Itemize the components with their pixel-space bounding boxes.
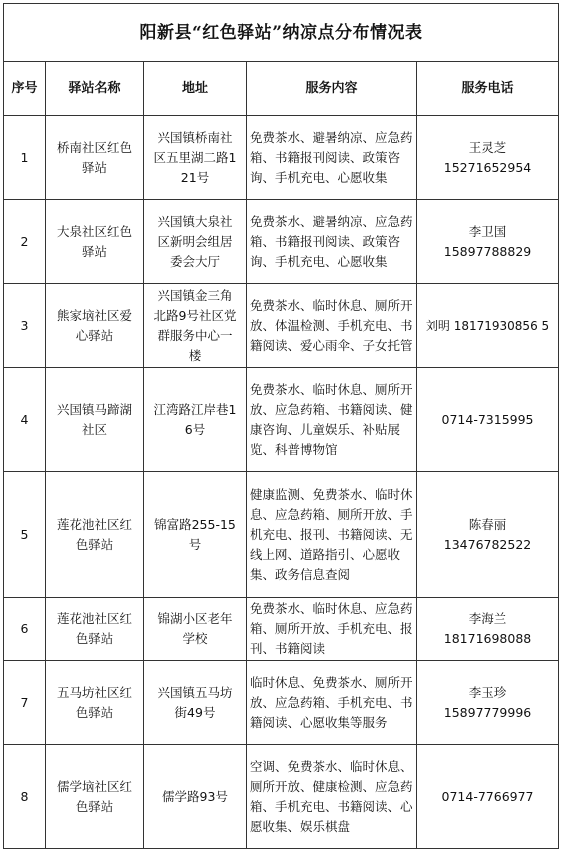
- row-services: 免费茶水、避暑纳凉、应急药箱、书籍报刊阅读、政策咨询、手机充电、心愿收集: [247, 200, 417, 284]
- contact-name: 李海兰: [468, 611, 507, 626]
- row-services: 免费茶水、临时休息、厕所开放、应急药箱、书籍阅读、健康咨询、儿童娱乐、补贴展览、科普博物馆: [247, 368, 417, 472]
- phone-number: 0714-7315995: [441, 411, 534, 427]
- row-seq: 1: [4, 116, 46, 200]
- row-services: 免费茶水、临时休息、厕所开放、体温检测、手机充电、书籍阅读、爱心雨伞、子女托管: [247, 284, 417, 368]
- phone-number: 13476782522: [443, 536, 532, 552]
- table-row: [4, 200, 559, 284]
- row-services: 空调、免费茶水、临时休息、厕所开放、健康检测、应急药箱、手机充电、书籍阅读、心愿收集、娱乐棋盘: [247, 745, 417, 849]
- row-name: 莲花池社区红色驿站: [46, 598, 144, 661]
- table-title: 阳新县“红色驿站”纳凉点分布情况表: [4, 4, 559, 62]
- row-seq: 8: [4, 745, 46, 849]
- row-address: 江湾路江岸巷16号: [144, 368, 247, 472]
- phone-number: 18171930856 5: [453, 318, 550, 333]
- row-address: 锦富路255-15号: [144, 472, 247, 598]
- header-row: [4, 62, 559, 116]
- row-seq: 4: [4, 368, 46, 472]
- row-seq: 6: [4, 598, 46, 661]
- header-seq: 序号: [4, 62, 46, 116]
- row-name: 熊家垴社区爱心驿站: [46, 284, 144, 368]
- row-services: 免费茶水、临时休息、应急药箱、厕所开放、手机充电、报刊、书籍阅读: [247, 598, 417, 661]
- row-phone: [417, 284, 559, 368]
- row-name: 桥南社区红色驿站: [46, 116, 144, 200]
- title-row: [4, 4, 559, 62]
- row-seq: 5: [4, 472, 46, 598]
- row-phone: [417, 200, 559, 284]
- phone-number: 15897788829: [443, 243, 532, 259]
- row-phone: [417, 661, 559, 745]
- row-seq: 3: [4, 284, 46, 368]
- row-services: 健康监测、免费茶水、临时休息、应急药箱、厕所开放、手机充电、报刊、书籍阅读、无线上网、道路指引、心愿收集、政务信息查阅: [247, 472, 417, 598]
- phone-number: 0714-7766977: [441, 788, 534, 804]
- header-services: 服务内容: [247, 62, 417, 116]
- contact-name: 王灵芝: [468, 139, 507, 155]
- table-row: [4, 368, 559, 472]
- row-seq: 2: [4, 200, 46, 284]
- table-row: [4, 116, 559, 200]
- row-phone: [417, 368, 559, 472]
- row-phone: [417, 116, 559, 200]
- table-row: [4, 661, 559, 745]
- table-row: [4, 284, 559, 368]
- row-phone: [417, 598, 559, 661]
- table-row: [4, 598, 559, 661]
- row-name: 五马坊社区红色驿站: [46, 661, 144, 745]
- row-address: 锦湖小区老年学校: [144, 598, 247, 661]
- table-row: [4, 745, 559, 849]
- phone-number: 15271652954: [443, 159, 532, 175]
- row-name: 大泉社区红色驿站: [46, 200, 144, 284]
- contact-name: 陈春丽: [468, 516, 507, 532]
- row-services: 免费茶水、避暑纳凉、应急药箱、书籍报刊阅读、政策咨询、手机充电、心愿收集: [247, 116, 417, 200]
- row-phone: [417, 745, 559, 849]
- phone-number: 18171698088: [443, 631, 532, 646]
- contact-name: 刘明: [425, 318, 450, 333]
- phone-number: 15897779996: [443, 704, 532, 720]
- row-seq: 7: [4, 661, 46, 745]
- row-address: 兴国镇金三角北路9号社区党群服务中心一楼: [144, 284, 247, 368]
- row-address: 兴国镇大泉社区新明会组居委会大厅: [144, 200, 247, 284]
- row-phone: [417, 472, 559, 598]
- table-row: [4, 472, 559, 598]
- row-name: 兴国镇马蹄湖社区: [46, 368, 144, 472]
- row-name: 儒学垴社区红色驿站: [46, 745, 144, 849]
- row-name: 莲花池社区红色驿站: [46, 472, 144, 598]
- header-address: 地址: [144, 62, 247, 116]
- row-services: 临时休息、免费茶水、厕所开放、应急药箱、手机充电、书籍阅读、心愿收集等服务: [247, 661, 417, 745]
- contact-name: 李玉珍: [468, 684, 507, 700]
- contact-name: 李卫国: [468, 223, 507, 239]
- header-name: 驿站名称: [46, 62, 144, 116]
- distribution-table: [3, 3, 559, 849]
- row-address: 兴国镇桥南社区五里湖二路121号: [144, 116, 247, 200]
- row-address: 儒学路93号: [144, 745, 247, 849]
- header-phone: 服务电话: [417, 62, 559, 116]
- row-address: 兴国镇五马坊街49号: [144, 661, 247, 745]
